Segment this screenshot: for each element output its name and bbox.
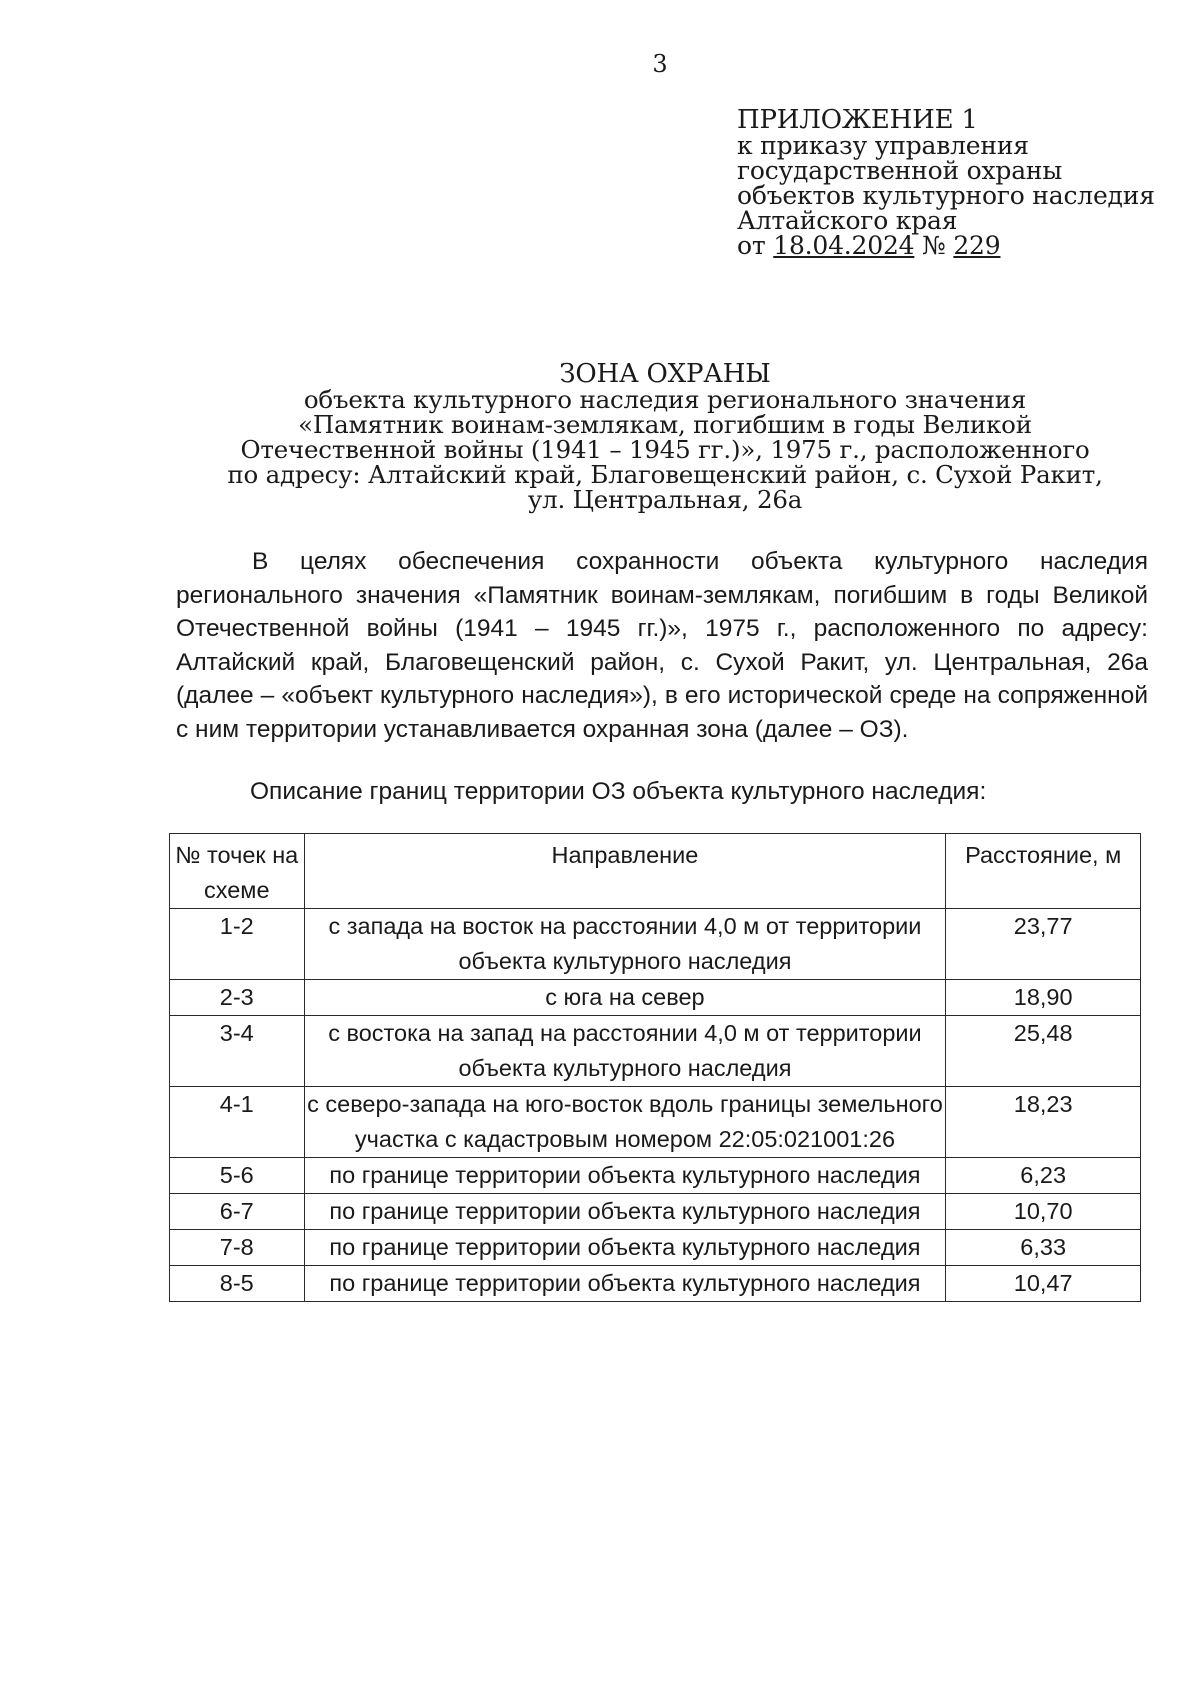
cell-points: 1-2 — [170, 909, 305, 980]
table-row — [170, 909, 1141, 980]
cell-points: 6-7 — [170, 1194, 305, 1230]
heading-line: Отечественной войны (1941 – 1945 гг.)», 1975 г., расположенного — [240, 435, 1090, 464]
header-direction: Направление — [304, 834, 946, 909]
table-row — [170, 1158, 1141, 1194]
cell-distance: 10,47 — [946, 1266, 1141, 1302]
boundary-description-heading: Описание границ территории ОЗ объекта культурного наследия: — [250, 778, 987, 805]
heading-line: по адресу: Алтайский край, Благовещенский район, с. Сухой Ракит, — [227, 460, 1103, 489]
table-row — [170, 1266, 1141, 1302]
cell-distance: 23,77 — [946, 909, 1141, 980]
cell-direction: по границе территории объекта культурного наследия — [304, 1230, 946, 1266]
cell-direction: по границе территории объекта культурного наследия — [304, 1158, 946, 1194]
cell-direction: с востока на запад на расстоянии 4,0 м от территории объекта культурного наследия — [304, 1016, 946, 1087]
cell-distance: 6,33 — [946, 1230, 1141, 1266]
zone-title: ЗОНА ОХРАНЫ — [559, 359, 771, 389]
cell-direction: с запада на восток на расстоянии 4,0 м от территории объекта культурного наследия — [304, 909, 946, 980]
cell-distance: 10,70 — [946, 1194, 1141, 1230]
appendix-block — [737, 105, 1155, 260]
cell-distance: 6,23 — [946, 1158, 1141, 1194]
zone-heading — [200, 359, 1130, 514]
table-row — [170, 1230, 1141, 1266]
boundary-table — [169, 833, 1141, 1302]
appendix-line: государственной охраны — [737, 156, 1063, 185]
table-row — [170, 1194, 1141, 1230]
appendix-date-line — [737, 233, 1155, 258]
cell-direction: по границе территории объекта культурного наследия — [304, 1266, 946, 1302]
cell-points: 3-4 — [170, 1016, 305, 1087]
cell-distance: 25,48 — [946, 1016, 1141, 1087]
cell-direction: с юга на север — [304, 980, 946, 1016]
cell-points: 5-6 — [170, 1158, 305, 1194]
date-prefix: от — [737, 231, 766, 260]
table-row — [170, 1087, 1141, 1158]
cell-points: 7-8 — [170, 1230, 305, 1266]
table-row — [170, 1016, 1141, 1087]
cell-direction: с северо-запада на юго-восток вдоль границы земельного участка с кадастровым номером 22:05:021001:26 — [304, 1087, 946, 1158]
header-points: № точек на схеме — [170, 834, 305, 909]
order-number: 229 — [953, 231, 1001, 260]
heading-line: объекта культурного наследия регионального значения — [303, 385, 1027, 414]
appendix-line: Алтайского края — [737, 206, 958, 235]
cell-points: 8-5 — [170, 1266, 305, 1302]
heading-line: «Памятник воинам-землякам, погибшим в годы Великой — [298, 410, 1032, 439]
page-number: 3 — [652, 50, 668, 78]
table-header-row — [170, 834, 1141, 909]
appendix-line: к приказу управления — [737, 131, 1029, 160]
intro-paragraph: В целях обеспечения сохранности объекта культурного наследия регионального значения «Памятник воинам-землякам, погибшим в годы Великой Отечественной войны (1941 – 1945 гг.)», 1975 г., расположенного по адресу: Алтайский край, Благовещенский район, с. Сухой Ракит, ул. Центральная, 26а (далее – «объект культурного наследия»), в его исторической среде на сопряженной с ним территории устанавливается охранная зона (далее – ОЗ). — [176, 548, 1148, 743]
cell-points: 2-3 — [170, 980, 305, 1016]
appendix-title: ПРИЛОЖЕНИЕ 1 — [737, 105, 978, 135]
cell-distance: 18,23 — [946, 1087, 1141, 1158]
cell-direction: по границе территории объекта культурного наследия — [304, 1194, 946, 1230]
cell-points: 4-1 — [170, 1087, 305, 1158]
table-row — [170, 980, 1141, 1016]
cell-distance: 18,90 — [946, 980, 1141, 1016]
order-date: 18.04.2024 — [773, 231, 915, 260]
number-prefix: № — [922, 231, 946, 260]
heading-line: ул. Центральная, 26а — [527, 485, 803, 514]
header-distance: Расстояние, м — [946, 834, 1141, 909]
appendix-line: объектов культурного наследия — [737, 181, 1155, 210]
